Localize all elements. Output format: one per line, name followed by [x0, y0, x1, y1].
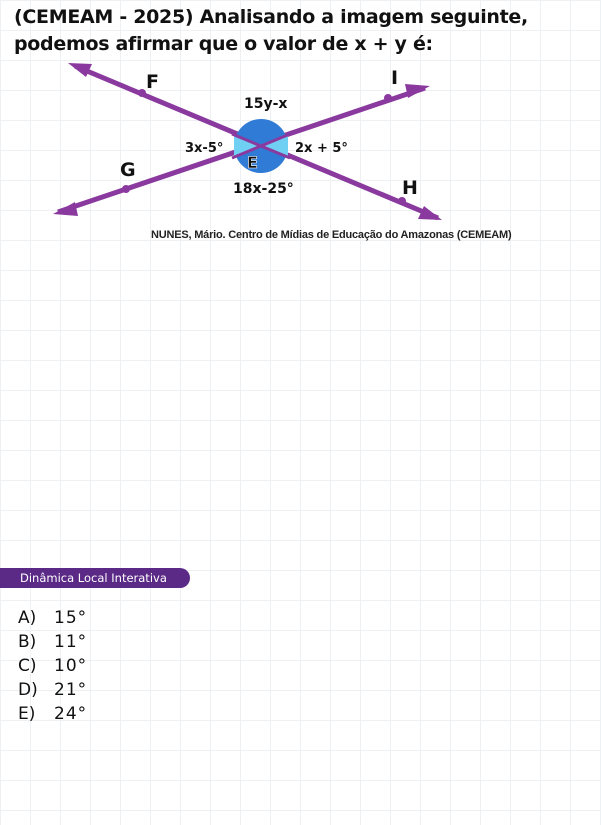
- option-c[interactable]: [18, 654, 87, 678]
- vertex-e-label: E: [247, 153, 258, 172]
- point-f-label: F: [146, 71, 159, 93]
- option-value: 24°: [54, 704, 88, 724]
- point-g-label: G: [120, 159, 136, 181]
- point-g-dot: [122, 185, 130, 193]
- point-f-dot: [138, 89, 146, 97]
- option-letter: C): [18, 656, 37, 676]
- option-a[interactable]: [18, 606, 87, 630]
- option-value: 10°: [54, 656, 88, 676]
- option-value: 15°: [54, 608, 88, 628]
- option-letter: E): [18, 704, 36, 724]
- point-i-dot: [384, 94, 392, 102]
- option-value: 21°: [54, 680, 88, 700]
- question-text: (CEMEAM - 2025) Analisando a imagem seguinte, podemos afirmar que o valor de x + y é:: [14, 6, 528, 55]
- arrow-head-h: [418, 206, 442, 220]
- point-i-label: I: [391, 67, 399, 89]
- point-h-label: H: [402, 177, 418, 199]
- interactive-tag: Dinâmica Local Interativa: [0, 568, 190, 588]
- option-letter: D): [18, 680, 38, 700]
- option-b[interactable]: [18, 630, 87, 654]
- option-e[interactable]: [18, 702, 87, 726]
- arrow-head-i: [405, 84, 430, 98]
- arrow-head-g: [53, 202, 78, 216]
- angle-top-label: 15y-x: [244, 96, 288, 112]
- option-letter: B): [18, 632, 37, 652]
- arrow-head-f: [68, 63, 92, 77]
- angle-bottom-label: 18x-25°: [233, 181, 294, 197]
- angle-right-label: 2x + 5°: [295, 141, 348, 156]
- intersecting-lines-diagram: [0, 58, 601, 258]
- option-d[interactable]: [18, 678, 87, 702]
- angle-figure: [0, 58, 601, 258]
- option-letter: A): [18, 608, 37, 628]
- angle-left-label: 3x-5°: [185, 141, 224, 156]
- figure-credit: NUNES, Mário. Centro de Mídias de Educação do Amazonas (CEMEAM): [151, 229, 512, 241]
- answer-options: [18, 606, 87, 726]
- option-value: 11°: [54, 632, 88, 652]
